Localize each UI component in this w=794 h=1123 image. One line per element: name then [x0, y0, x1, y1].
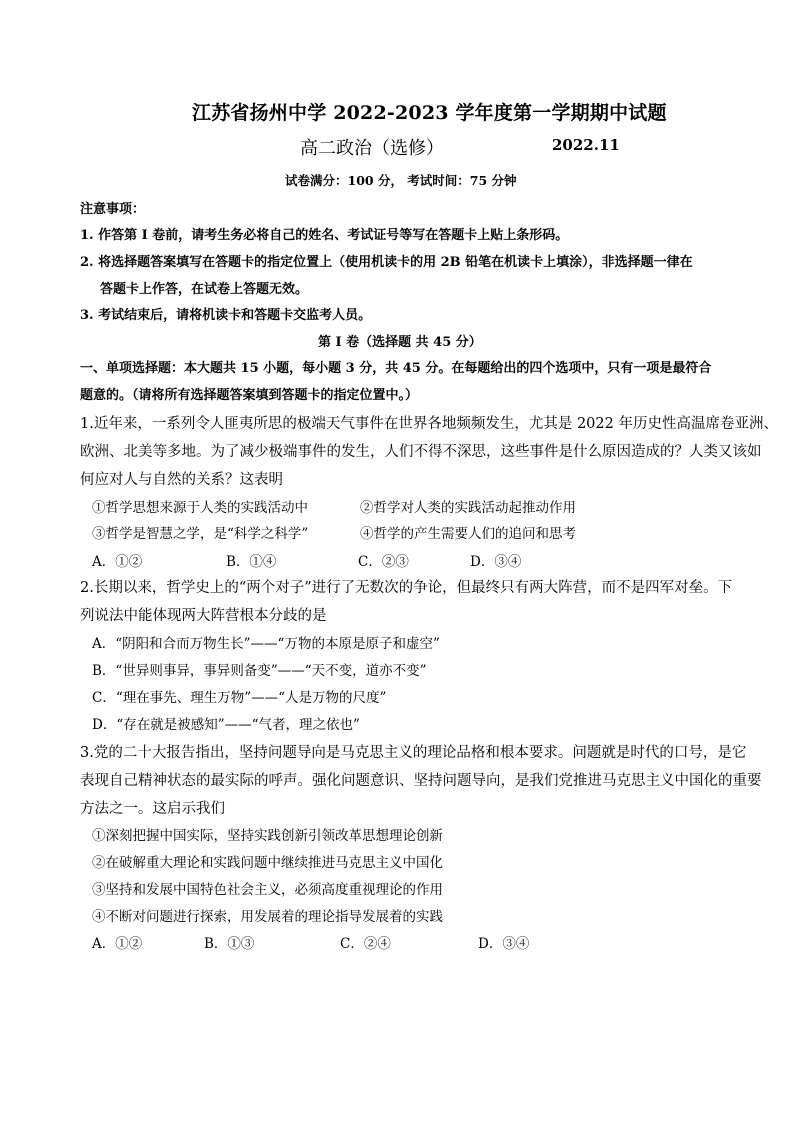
- question-3-choice-b: B．①③: [204, 936, 255, 952]
- question-2-line-2: 列说法中能体现两大阵营根本分歧的是: [80, 608, 327, 624]
- section-instruction-line-1: 一、单项选择题：本大题共 15 小题，每小题 3 分，共 45 分。在每题给出的四个选项中，只有一项是最符合: [80, 361, 712, 376]
- exam-info: 试卷满分：100 分， 考试时间：75 分钟: [285, 173, 517, 188]
- question-2-choice-c: C．“理在事先、理生万物”——“人是万物的尺度”: [92, 690, 387, 706]
- question-3-line-3: 方法之一。这启示我们: [80, 801, 225, 817]
- question-1-choice-a: A．①②: [92, 554, 143, 570]
- section-instruction-line-2: 题意的。（请将所有选择题答案填到答题卡的指定位置中。）: [80, 388, 419, 403]
- question-2-line-1: 2.长期以来，哲学史上的“两个对子”进行了无数次的争论，但最终只有两大阵营，而不是四军对垒。下: [80, 580, 733, 596]
- question-1-statement-3: ③哲学是智慧之学，是“科学之科学”: [92, 526, 309, 542]
- question-3-choice-d: D．③④: [478, 936, 530, 952]
- question-3-statement-2: ②在破解重大理论和实践问题中继续推进马克思主义中国化: [92, 855, 443, 871]
- notice-item-1: 1. 作答第 I 卷前，请考生务必将自己的姓名、考试证号等写在答题卡上贴上条形码。: [80, 228, 569, 243]
- question-2-choice-a: A．“阴阳和合而万物生长”——“万物的本原是原子和虚空”: [92, 636, 440, 652]
- question-1-choice-c: C．②③: [358, 554, 409, 570]
- question-1-choice-d: D．③④: [470, 554, 522, 570]
- question-1-line-3: 何应对人与自然的关系？这表明: [80, 472, 283, 488]
- question-1-statement-1: ①哲学思想来源于人类的实践活动中: [92, 500, 308, 516]
- question-3-line-1: 3.党的二十大报告指出，坚持问题导向是马克思主义的理论品格和根本要求。问题就是时代的口号，是它: [80, 745, 747, 761]
- question-2-choice-d: D．“存在就是被感知”——“气者，理之依也”: [92, 717, 360, 733]
- section-heading: 第 I 卷（选择题 共 45 分）: [318, 335, 482, 350]
- question-2-choice-b: B．“世异则事异，事异则备变”——“天不变，道亦不变”: [92, 663, 427, 679]
- question-1-line-1: 1.近年来，一系列令人匪夷所思的极端天气事件在世界各地频频发生，尤其是 2022 年历史性高温席卷亚洲、: [80, 416, 778, 432]
- question-1-choice-b: B．①④: [226, 554, 277, 570]
- exam-date: 2022.11: [552, 136, 620, 154]
- question-3-line-2: 表现自己精神状态的最实际的呼声。强化问题意识、坚持问题导向，是我们党推进马克思主义中国化的重要: [80, 773, 762, 789]
- question-1-line-2: 欧洲、北美等多地。为了减少极端事件的发生，人们不得不深思，这些事件是什么原因造成的？人类又该如: [80, 444, 762, 460]
- question-3-statement-4: ④不断对问题进行探索，用发展着的理论指导发展着的实践: [92, 909, 443, 925]
- question-3-choice-c: C．②④: [340, 936, 391, 952]
- question-3-statement-3: ③坚持和发展中国特色社会主义，必须高度重视理论的作用: [92, 882, 443, 898]
- question-1-statement-4: ④哲学的产生需要人们的追问和思考: [360, 526, 576, 542]
- page-title: 江苏省扬州中学 2022-2023 学年度第一学期期中试题: [192, 102, 667, 124]
- question-1-statement-2: ②哲学对人类的实践活动起推动作用: [360, 500, 576, 516]
- question-3-choice-a: A．①②: [92, 936, 143, 952]
- notice-item-3: 3. 考试结束后，请将机读卡和答题卡交监考人员。: [80, 308, 372, 323]
- question-3-statement-1: ①深刻把握中国实际，坚持实践创新引领改革思想理论创新: [92, 828, 443, 844]
- notice-item-2-line-2: 答题卡上作答，在试卷上答题无效。: [100, 282, 309, 297]
- notice-heading: 注意事项：: [80, 202, 146, 217]
- notice-item-2-line-1: 2. 将选择题答案填写在答题卡的指定位置上（使用机读卡的用 2B 铅笔在机读卡上填涂），非选择题一律在: [80, 255, 693, 270]
- page-subtitle: 高二政治（选修）: [300, 138, 444, 159]
